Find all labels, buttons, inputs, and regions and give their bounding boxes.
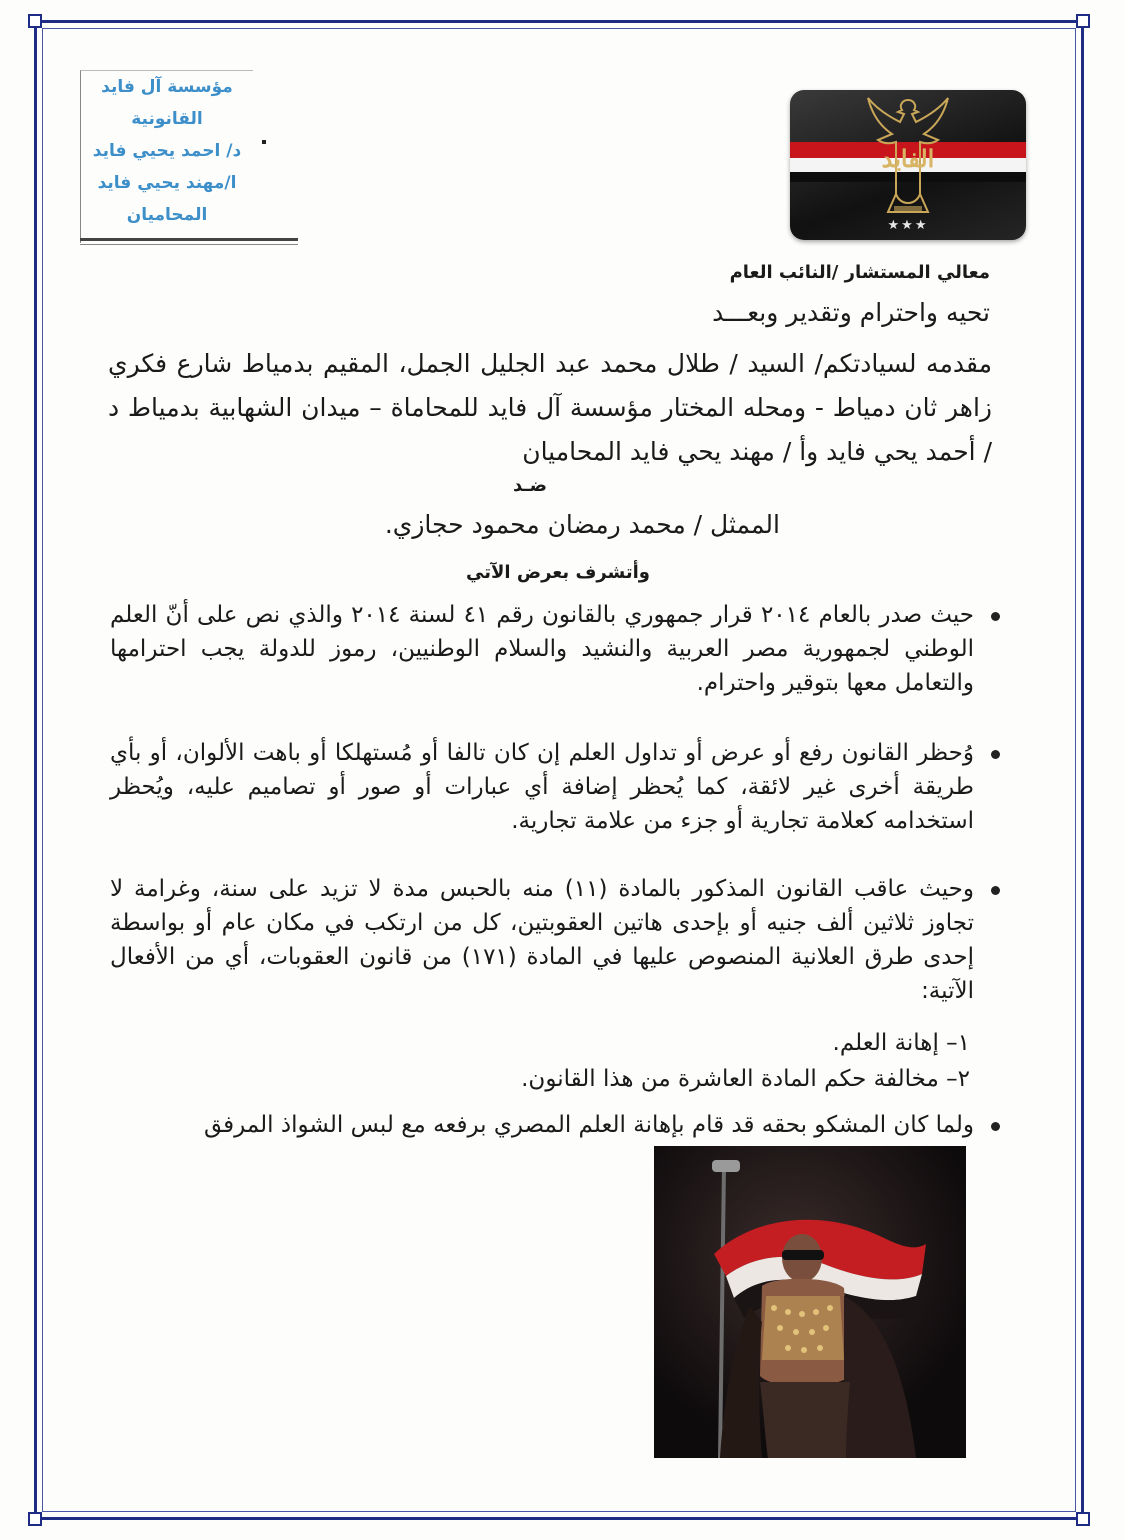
list-item-text: وحيث عاقب القانون المذكور بالمادة (١١) منه بالحبس مدة لا تزيد على سنة، وغرامة لا تجاوز ثلاثين ألف جنيه أو بإحدى هاتين العقوبتين، كل من ارتكب في مكان عام أو بواسطة إحدى طرق العلانية المنصوص عليها في المادة (١٧١) من قانون العقوبات، أي من الأفعال الآتية: bbox=[110, 876, 974, 1004]
logo-stars: ★★★ bbox=[887, 218, 929, 233]
list-item-text: وُحظر القانون رفع أو عرض أو تداول العلم إن كان تالفا أو مُستهلكا أو باهت الألوان، أو بأي طريقة أخرى غير لائقة، كما يُحظر إضافة أي عبارات أو صور أو تصاميم عليه، ويُحظر استخدامه كعلامة تجارية أو جزء من علامة تجارية. bbox=[110, 740, 974, 834]
letter-introduction: مقدمه لسيادتكم/ السيد / طلال محمد عبد الجليل الجمل، المقيم بدمياط شارع فكري زاهر ثان دمياط - ومحله المختار مؤسسة آل فايد للمحاماة – ميدان الشهابية بدمياط د / أحمد يحي فايد وأ / مهند يحي فايد المحاميان bbox=[108, 349, 992, 466]
firm-lawyer-1: د/ احمد يحيي فايد bbox=[92, 141, 242, 161]
border-corner-ornament bbox=[1076, 1512, 1090, 1526]
letter-addressee: معالي المستشار /النائب العام bbox=[729, 262, 990, 283]
firm-lawyer-2: ا/مهند يحيي فايد bbox=[97, 173, 237, 193]
firm-letterhead bbox=[80, 70, 253, 243]
list-item bbox=[110, 598, 1000, 700]
logo-wordmark: الفايد bbox=[881, 144, 935, 173]
list-item-text: ولما كان المشكو بحقه قد قام بإهانة العلم المصري برفعه مع لبس الشواذ المرفق bbox=[204, 1112, 974, 1138]
list-item bbox=[110, 1108, 1000, 1142]
performer-with-flag-image bbox=[654, 1146, 966, 1458]
letterhead-rule bbox=[80, 244, 298, 245]
list-item-text: حيث صدر بالعام ٢٠١٤ قرار جمهوري بالقانون رقم ٤١ لسنة ٢٠١٤ والذي نص على أنّ العلم الوطني لجمهورية مصر العربية والنشيد والسلام الوطنيين، رموز للدولة يجب احترامها والتعامل معها بتوقير واحترام. bbox=[110, 602, 974, 696]
bullet-icon bbox=[991, 612, 1000, 621]
border-corner-ornament bbox=[1076, 14, 1090, 28]
letterhead-rule bbox=[80, 238, 298, 241]
defendant-line: الممثل / محمد رمضان محمود حجازي. bbox=[384, 510, 780, 539]
border-corner-ornament bbox=[28, 1512, 42, 1526]
letter-greeting: تحيه واحترام وتقدير وبعـــد bbox=[712, 298, 990, 327]
list-item bbox=[110, 736, 1000, 838]
firm-type-line: القانونية bbox=[131, 109, 203, 129]
ink-mark bbox=[262, 140, 266, 144]
border-corner-ornament bbox=[28, 14, 42, 28]
list-item bbox=[110, 872, 1000, 1008]
firm-logo bbox=[790, 90, 1026, 240]
bullet-icon bbox=[991, 1122, 1000, 1131]
attached-photo bbox=[654, 1146, 966, 1458]
submission-heading: وأتشرف بعرض الآتي bbox=[466, 562, 650, 583]
bullet-icon bbox=[991, 750, 1000, 759]
bullet-icon bbox=[991, 886, 1000, 895]
sub-item: ٢– مخالفة حكم المادة العاشرة من هذا القانون. bbox=[521, 1066, 970, 1092]
firm-lawyers-title: المحاميان bbox=[126, 205, 208, 225]
sub-item: ١– إهانة العلم. bbox=[832, 1030, 970, 1056]
against-label: ضـد bbox=[513, 475, 547, 496]
firm-name-line: مؤسسة آل فايد bbox=[101, 77, 233, 97]
